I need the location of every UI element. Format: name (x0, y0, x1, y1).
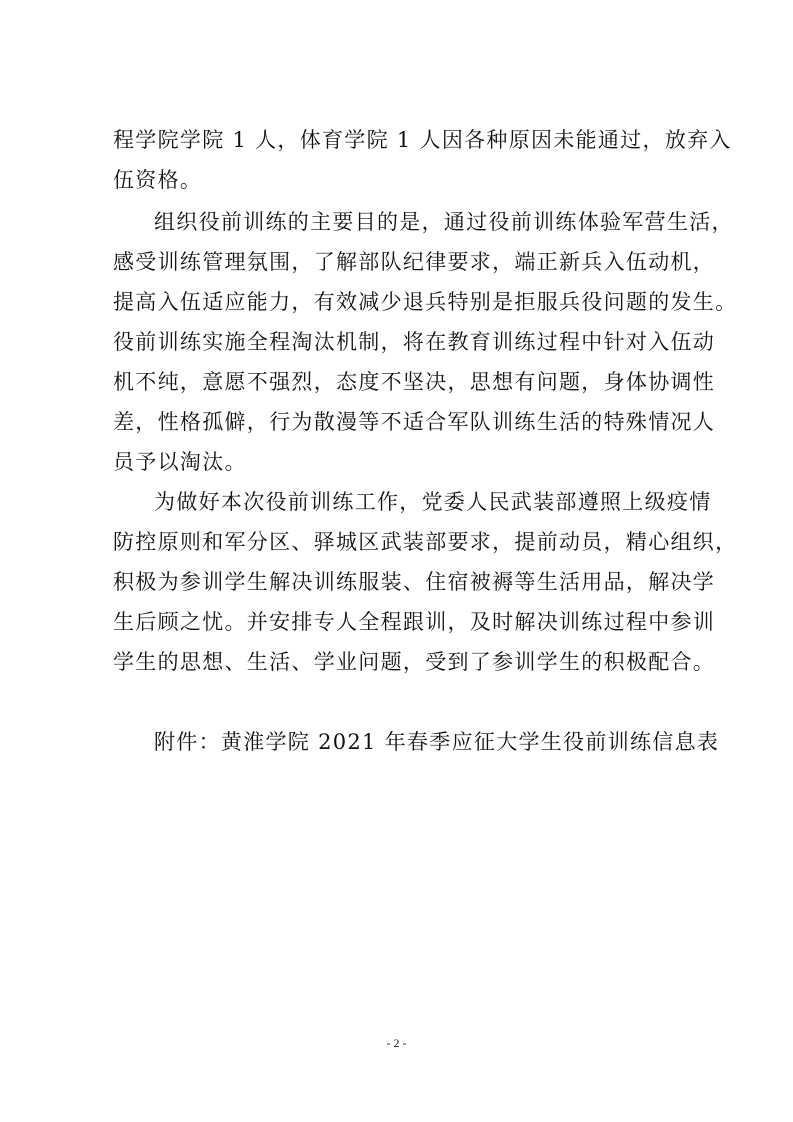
paragraph-2-line-2: 感受训练管理氛围，了解部队纪律要求，端正新兵入伍动机， (113, 250, 716, 274)
paragraph-2-line-6: 差，性格孤僻，行为散漫等不适合军队训练生活的特殊情况人 (113, 410, 716, 434)
paragraph-2-line-4: 役前训练实施全程淘汰机制，将在教育训练过程中针对入伍动 (113, 330, 716, 354)
paragraph-2-line-5: 机不纯，意愿不强烈，态度不坚决，思想有问题，身体协调性 (113, 370, 716, 394)
paragraph-2-line-3: 提高入伍适应能力，有效减少退兵特别是拒服兵役问题的发生。 (113, 290, 738, 314)
paragraph-1-line-2: 伍资格。 (113, 168, 203, 192)
paragraph-3-line-3: 积极为参训学生解决训练服装、住宿被褥等生活用品，解决学 (113, 570, 716, 594)
paragraph-1-line-1: 程学院学院 1 人，体育学院 1 人因各种原因未能通过，放弃入 (113, 128, 732, 152)
paragraph-3-line-1: 为做好本次役前训练工作，党委人民武装部遵照上级疫情 (154, 490, 712, 514)
paragraph-3-line-5: 学生的思想、生活、学业问题，受到了参训学生的积极配合。 (113, 650, 716, 674)
paragraph-3-line-2: 防控原则和军分区、驿城区武装部要求，提前动员，精心组织， (113, 530, 738, 554)
paragraph-2-line-7: 员予以淘汰。 (113, 450, 247, 474)
page-number: - 2 - (386, 1036, 407, 1050)
paragraph-3-line-4: 生后顾之忧。并安排专人全程跟训，及时解决训练过程中参训 (113, 610, 716, 634)
attachment-note: 附件：黄淮学院 2021 年春季应征大学生役前训练信息表 (154, 730, 720, 754)
paragraph-2-line-1: 组织役前训练的主要目的是，通过役前训练体验军营生活， (154, 210, 734, 234)
